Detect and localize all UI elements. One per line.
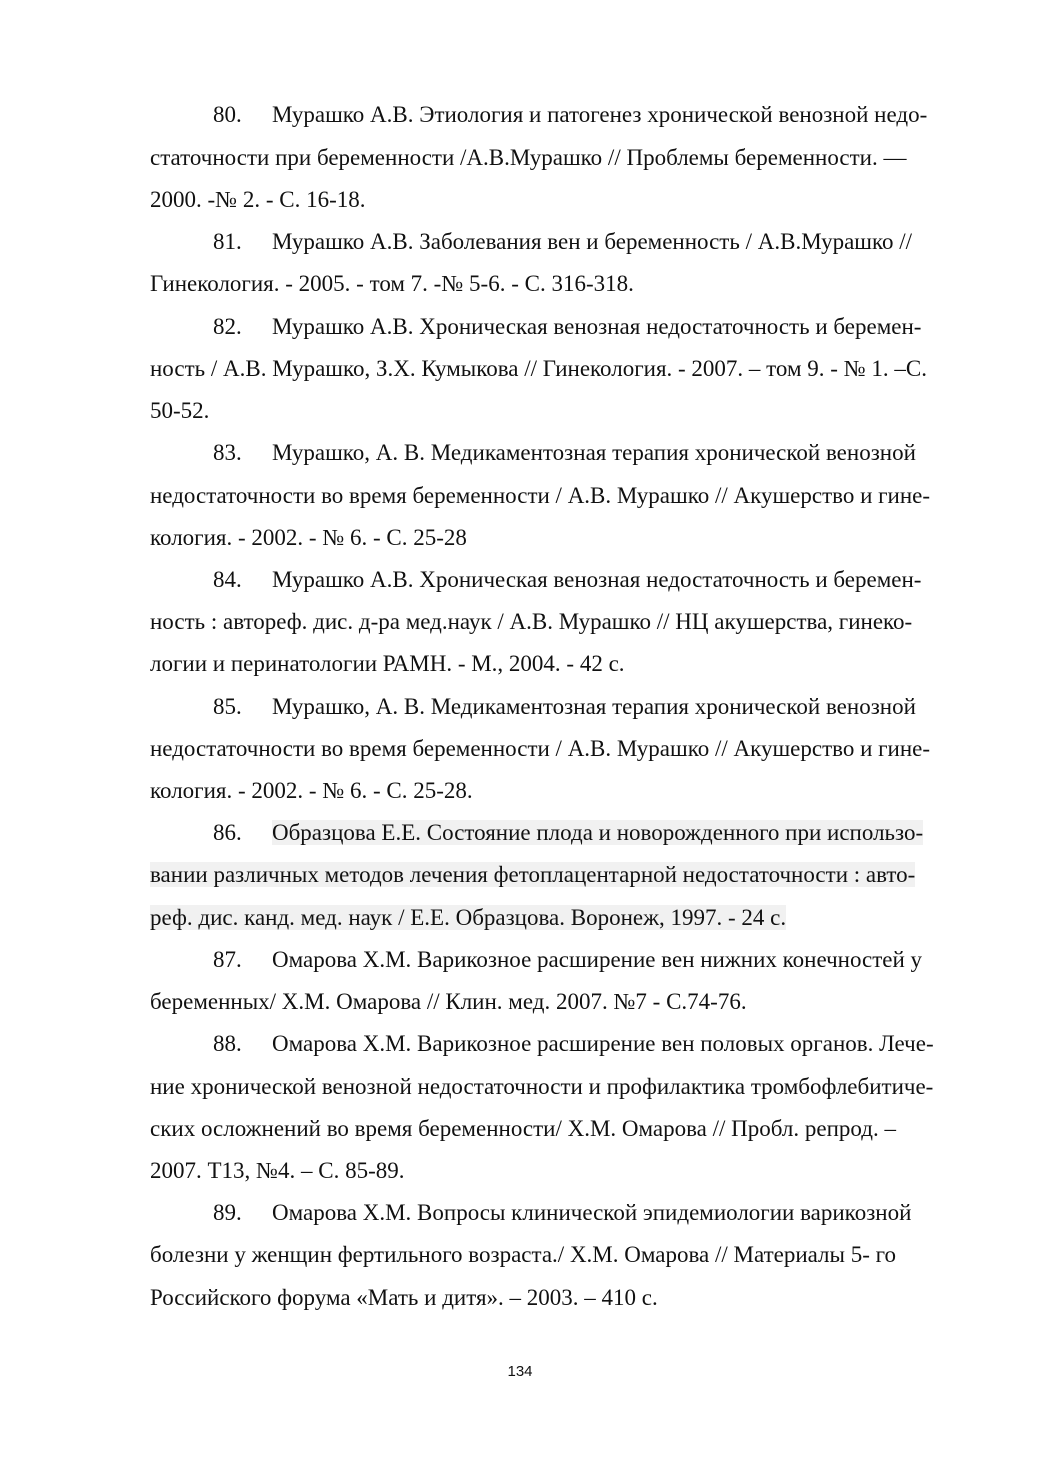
reference-number: 80. — [213, 102, 242, 127]
reference-86-line-1 — [213, 818, 923, 848]
reference-number: 85. — [213, 694, 242, 719]
reference-84-line-3: логии и перинатологии РАМН. - М., 2004. - 42 с. — [150, 651, 625, 676]
reference-84-line-1 — [213, 565, 921, 595]
reference-number: 88. — [213, 1031, 242, 1056]
reference-83-line-2: недостаточности во время беременности / А.В. Мурашко // Акушерство и гине- — [150, 483, 931, 508]
reference-88-line-4: 2007. Т13, №4. – С. 85-89. — [150, 1158, 405, 1183]
reference-85-line-3: кология. - 2002. - № 6. - С. 25-28. — [150, 778, 473, 803]
reference-80-line-2: статочности при беременности /А.В.Мурашко // Проблемы беременности. — — [150, 145, 907, 170]
reference-89-line-2: болезни у женщин фертильного возраста./ Х.М. Омарова // Материалы 5- го — [150, 1242, 897, 1267]
reference-text: Образцова Е.Е. Состояние плода и новорожденного при использо- — [272, 820, 924, 845]
reference-text: Мурашко, А. В. Медикаментозная терапия хронической венозной — [272, 440, 916, 465]
reference-88-line-1 — [213, 1029, 934, 1059]
reference-text: Мурашко А.В. Хроническая венозная недостаточность и беремен- — [272, 314, 922, 339]
reference-number: 86. — [213, 820, 242, 845]
reference-number: 81. — [213, 229, 242, 254]
reference-text: Омарова Х.М. Варикозное расширение вен нижних конечностей у — [272, 947, 923, 972]
reference-88-line-3: ских осложнений во время беременности/ Х.М. Омарова // Пробл. репрод. – — [150, 1116, 896, 1141]
reference-84-line-2: ность : автореф. дис. д-ра мед.наук / А.В. Мурашко // НЦ акушерства, гинеко- — [150, 609, 913, 634]
reference-87-line-1 — [213, 945, 922, 975]
reference-81-line-2: Гинекология. - 2005. - том 7. -№ 5-6. - С. 316-318. — [150, 271, 634, 296]
reference-83-line-3: кология. - 2002. - № 6. - С. 25-28 — [150, 525, 467, 550]
page-number: 134 — [507, 1363, 533, 1380]
reference-87-line-2: беременных/ Х.М. Омарова // Клин. мед. 2007. №7 - С.74-76. — [150, 989, 747, 1014]
reference-text: Мурашко А.В. Этиология и патогенез хронической венозной недо- — [272, 102, 928, 127]
reference-81-line-1 — [213, 227, 912, 257]
reference-83-line-1 — [213, 438, 916, 468]
reference-86-line-3 — [150, 903, 786, 933]
reference-number: 84. — [213, 567, 242, 592]
reference-number: 82. — [213, 314, 242, 339]
reference-text: вании различных методов лечения фетоплацентарной недостаточности : авто- — [150, 862, 916, 887]
reference-89-line-3: Российского форума «Мать и дитя». – 2003. – 410 с. — [150, 1285, 658, 1310]
reference-text: Омарова Х.М. Вопросы клинической эпидемиологии варикозной — [272, 1200, 912, 1225]
reference-85-line-1 — [213, 692, 916, 722]
reference-82-line-3: 50-52. — [150, 398, 210, 423]
reference-text: Мурашко А.В. Заболевания вен и беременность / А.В.Мурашко // — [272, 229, 913, 254]
reference-text: Мурашко, А. В. Медикаментозная терапия хронической венозной — [272, 694, 916, 719]
reference-number: 83. — [213, 440, 242, 465]
reference-text: Мурашко А.В. Хроническая венозная недостаточность и беремен- — [272, 567, 922, 592]
reference-number: 87. — [213, 947, 242, 972]
reference-text: Омарова Х.М. Варикозное расширение вен половых органов. Лече- — [272, 1031, 934, 1056]
reference-80-line-3: 2000. -№ 2. - С. 16-18. — [150, 187, 366, 212]
reference-88-line-2: ние хронической венозной недостаточности и профилактика тромбофлебитиче- — [150, 1074, 934, 1099]
reference-86-line-2 — [150, 860, 915, 890]
reference-number: 89. — [213, 1200, 242, 1225]
reference-82-line-1 — [213, 312, 921, 342]
reference-85-line-2: недостаточности во время беременности / А.В. Мурашко // Акушерство и гине- — [150, 736, 931, 761]
reference-80-line-1 — [213, 100, 927, 130]
reference-82-line-2: ность / А.В. Мурашко, З.Х. Кумыкова // Гинекология. - 2007. – том 9. - № 1. –С. — [150, 356, 927, 381]
reference-89-line-1 — [213, 1198, 911, 1228]
reference-text: реф. дис. канд. мед. наук / Е.Е. Образцова. Воронеж, 1997. - 24 с. — [150, 905, 787, 930]
